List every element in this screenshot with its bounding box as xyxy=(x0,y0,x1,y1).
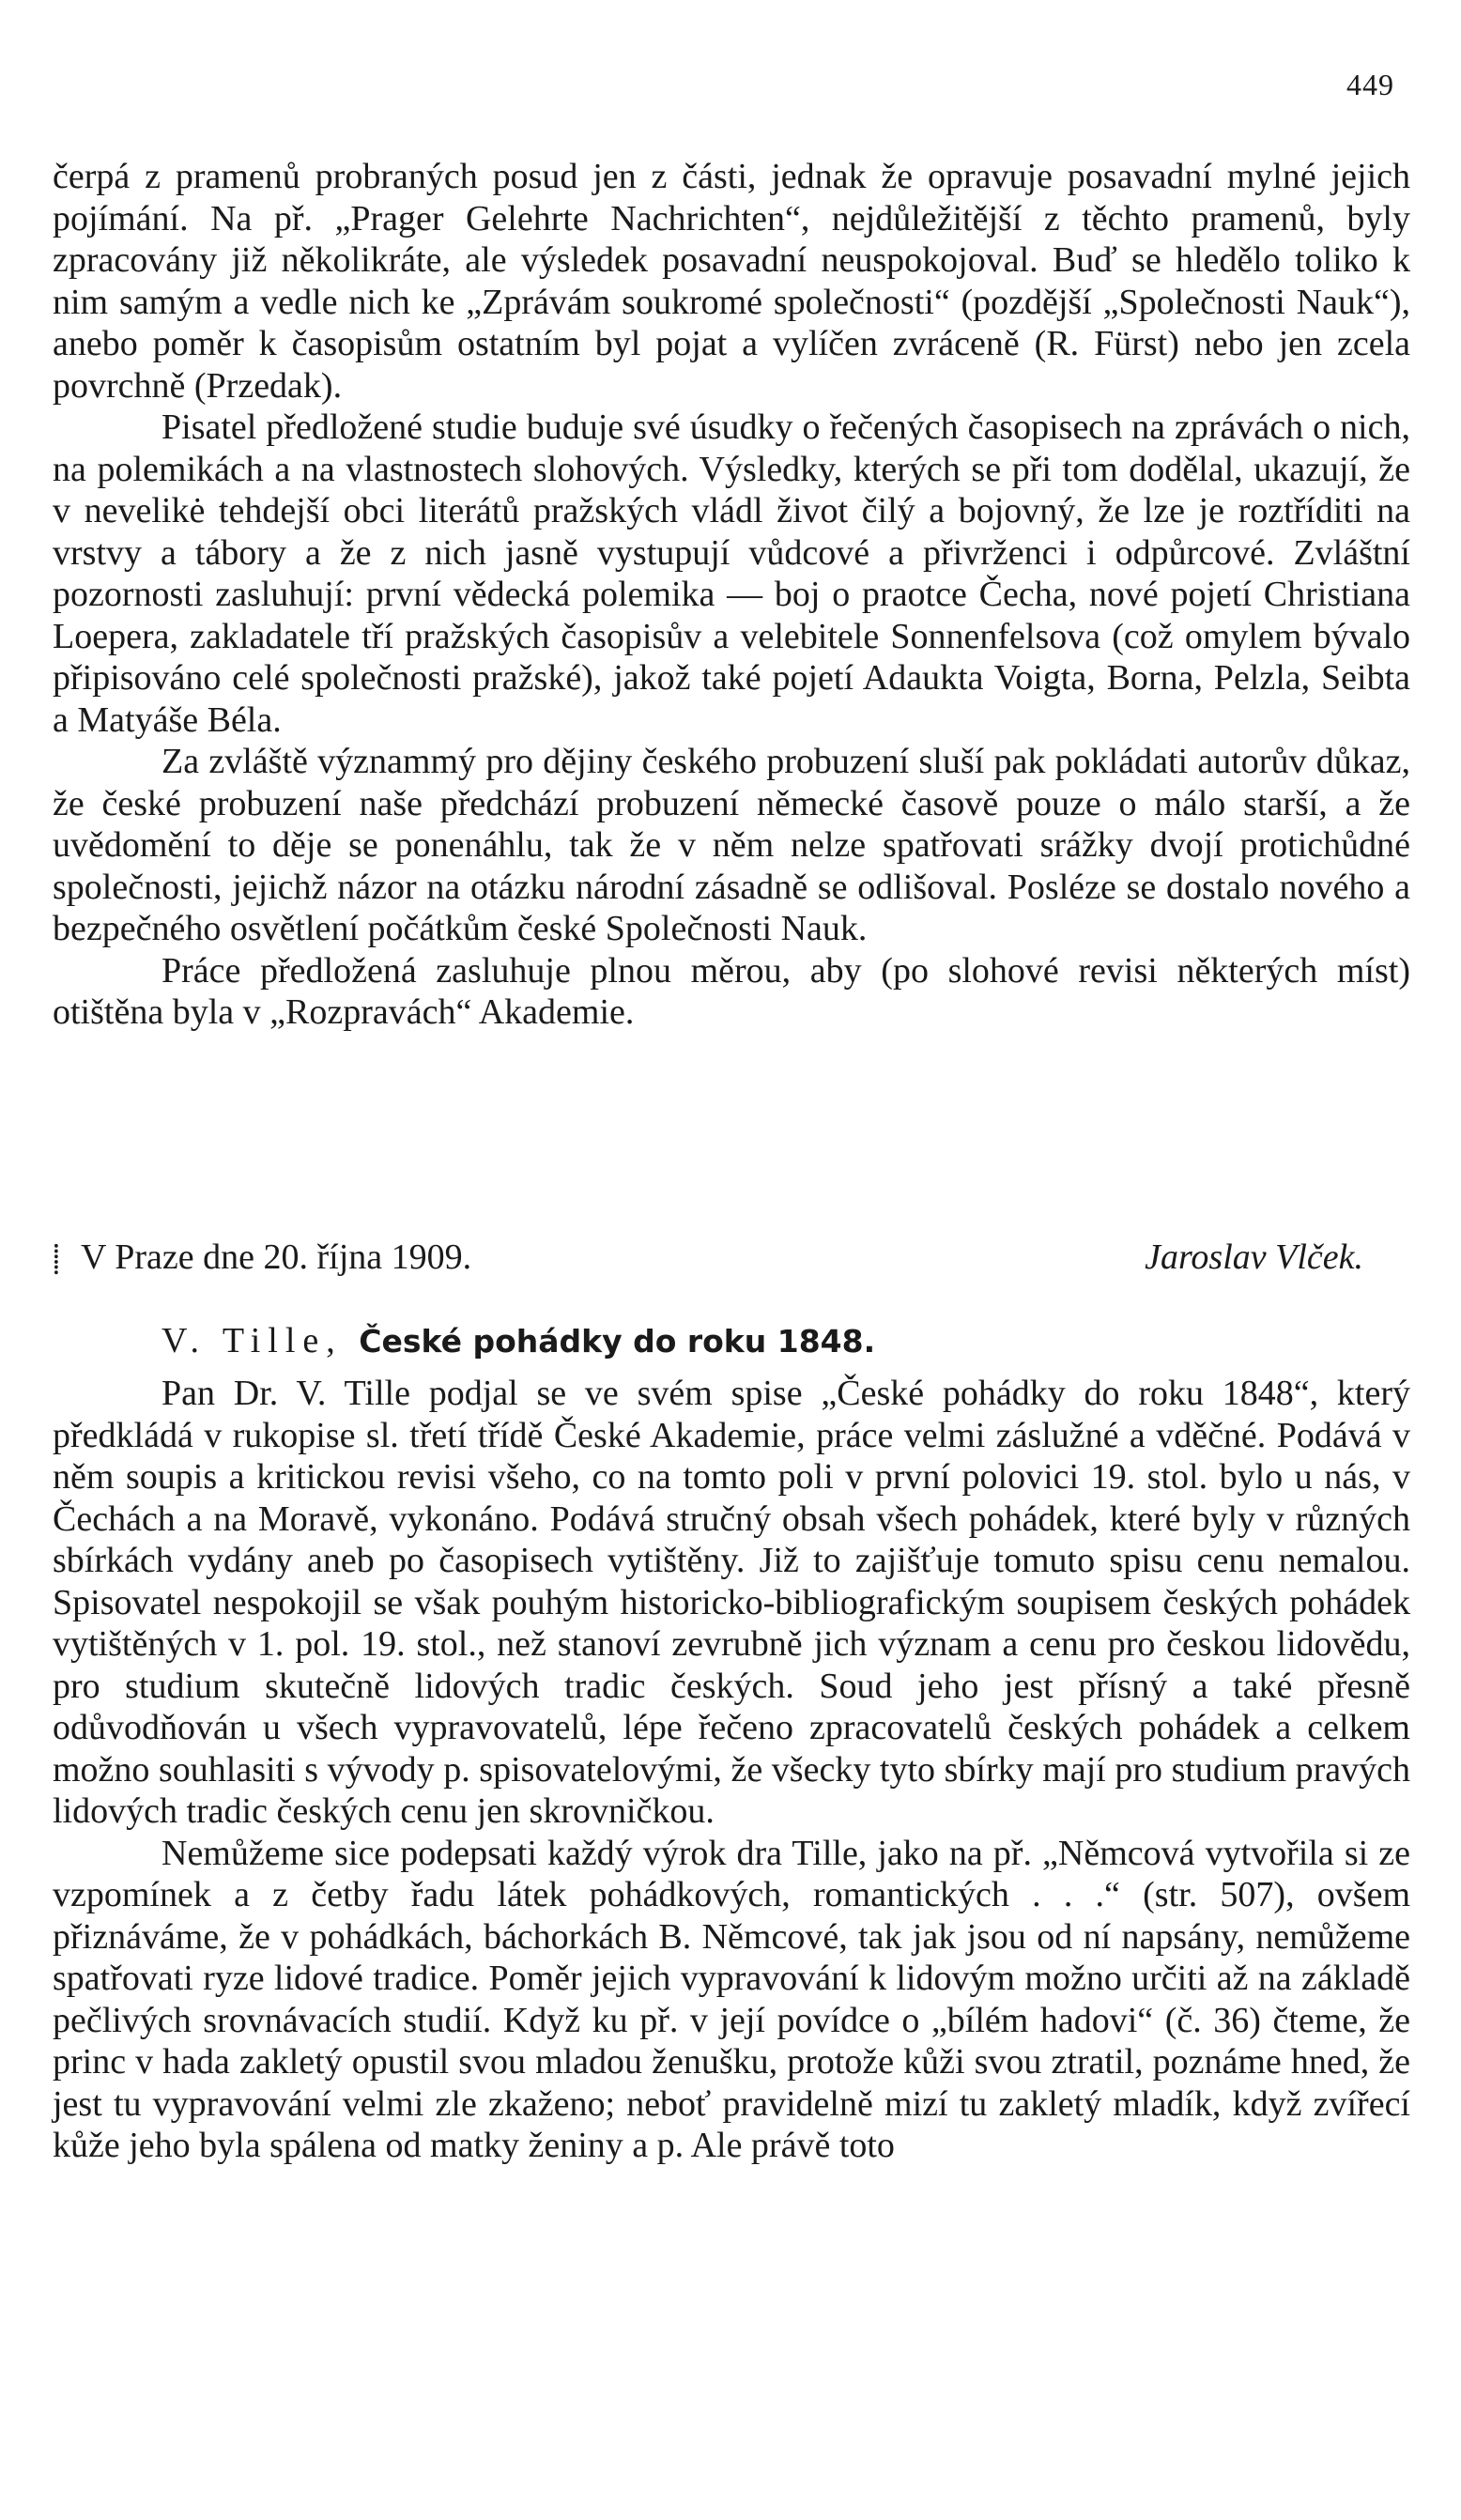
review-heading xyxy=(161,1320,875,1362)
paragraph: Práce předložená zasluhuje plnou měrou, aby (po slohové revisi některých míst) otištěna byla v „Rozpravách“ Akademie. xyxy=(53,950,1410,1032)
paragraph: Nemůžeme sice podepsati každý výrok dra Tille, jako na př. „Němcová vytvořila si ze vzpomínek a z četby řadu látek pohádkových, romantických . . .“ (str. 507), ovšem přiznáváme, že v pohádkách, báchorkách B. Němcové, tak jak jsou od ní napsány, nemůžeme spatřovati ryze lidové tradice. Poměr jejich vypravování k lidovým možno určiti až na základě pečlivých srovnávacích studií. Když ku př. v její povídce o „bílém hadovi“ (č. 36) čteme, že princ v hada zakletý opustil svou mladou ženušku, protože kůži svou ztratil, poznáme hned, že jest tu vypravování velmi zle zkaženo; neboť pravidelně mizí tu zakletý mladík, když zvířecí kůže jeho byla spálena od matky ženiny a p. Ale právě toto xyxy=(53,1833,1410,2165)
margin-mark-icon: ⸽ xyxy=(53,1244,60,1275)
review-text xyxy=(53,1373,1410,2167)
page-number: 449 xyxy=(1346,68,1394,101)
paragraph: Pisatel předložené studie buduje své úsudky o řečených časopisech na zprávách o nich, na polemikách a na vlastnostech slohových. Výsledky, kterých se při tom dodělal, ukazují, že v nevelikė tehdejší obci literátů pražských vládl život čilý a bojovný, že lze je roztříditi na vrstvy a tábory a že z nich jasně vystupují vůdcové a přivrženci i odpůrcové. Zvláštní pozornosti zasluhují: první vědecká polemika — boj o praotce Čecha, nové pojetí Christiana Loepera, zakladatele tří pražských časopisův a velebitele Sonnenfelsova (což omylem bývalo připisováno celé společnosti pražské), jakož také pojetí Adaukta Voigta, Borna, Pelzla, Seibta a Matyáše Béla. xyxy=(53,407,1410,740)
review-author: V. Tille, xyxy=(161,1321,343,1360)
report-text-continued xyxy=(53,156,1410,1034)
paragraph: čerpá z pramenů probraných posud jen z části, jednak že opravuje posavadní mylné jejich pojímání. Na př. „Prager Gelehrte Nachrichten“, nejdůležitější z těchto pramenů, byly zpracovány již několikráte, ale výsledek posavadní neuspokojoval. Buď se hledělo toliko k nim samým a vedle nich ke „Zprávám soukromé společnosti“ (pozdější „Společnosti Nauk“), anebo poměr k časopisům ostatním byl pojat a vylíčen zvráceně (R. Fürst) nebo jen zcela povrchně (Przedak). xyxy=(53,157,1410,406)
review-title: České pohádky do roku 1848. xyxy=(359,1323,876,1360)
signature-author: Jaroslav Vlček. xyxy=(1145,1237,1363,1277)
place-date: V Praze dne 20. října 1909. xyxy=(81,1237,472,1277)
paragraph: Pan Dr. V. Tille podjal se ve svém spise „České pohádky do roku 1848“, který předkládá v rukopise sl. třetí třídě České Akademie, práce velmi záslužné a vděčné. Podává v něm soupis a kritickou revisi všeho, co na tomto poli v první polovici 19. stol. bylo u nás, v Čechách a na Moravě, vykonáno. Podává stručný obsah všech pohádek, které byly v různých sbírkách vydány aneb po časopisech vytištěny. Již to zajišťuje tomuto spisu cenu nemalou. Spisovatel nespokojil se však pouhým historicko-bibliografickým soupisem českých pohádek vytištěných v 1. pol. 19. stol., než stanoví zevrubně jich význam a cenu pro českou lidovědu, pro studium skutečně lidových tradic českých. Soud jeho jest přísný a také přesně odůvodňován u všech vypravovatelů, lépe řečeno zpracovatelů českých pohádek a celkem možno souhlasiti s vývody p. spisovatelovými, že všecky tyto sbírky mají pro studium pravých lidových tradic českých cenu jen skrovničkou. xyxy=(53,1374,1410,1831)
paragraph: Za zvláště význammý pro dějiny českého probuzení sluší pak pokládati autorův důkaz, že české probuzení naše předchází probuzení německé časově pouze o málo starší, a že uvědomění to děje se ponenáhlu, tak že v něm nelze spatřovati srážky dvojí protichůdné společnosti, jejichž názor na otázku národní zásadně se odlišoval. Posléze se dostalo nového a bezpečného osvětlení počátkům české Společnosti Nauk. xyxy=(53,742,1410,948)
place-date-line xyxy=(53,1237,471,1281)
